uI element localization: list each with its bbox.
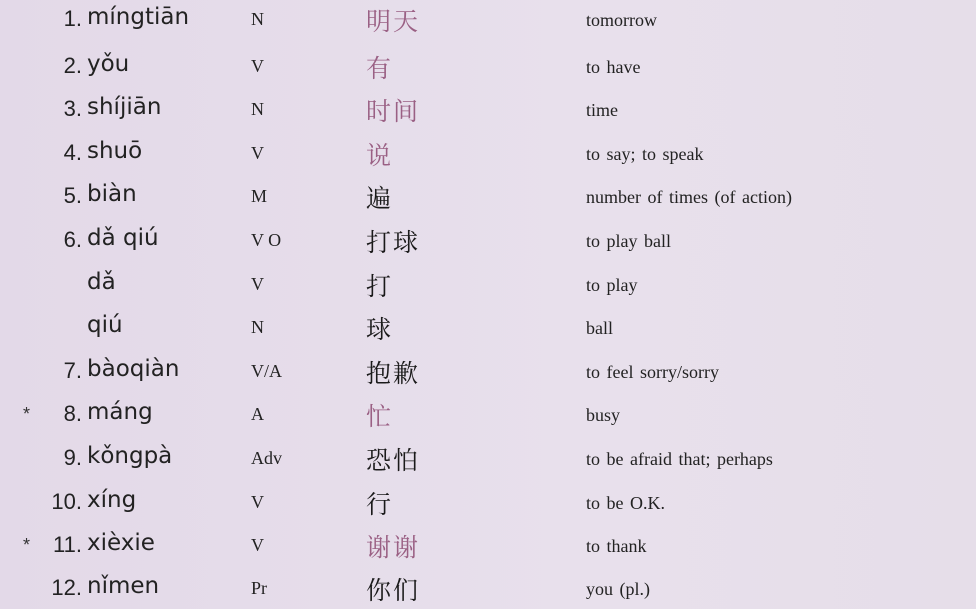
- chinese-characters: 打球: [366, 228, 421, 257]
- part-of-speech: Pr: [251, 578, 268, 598]
- vocab-row: [0, 134, 976, 174]
- part-of-speech: N: [251, 99, 264, 119]
- item-number: 6.: [63, 227, 82, 252]
- chinese-characters: 行: [366, 490, 394, 519]
- part-of-speech: N: [251, 9, 264, 29]
- chinese-characters: 打: [366, 272, 394, 301]
- pinyin: yǒu: [87, 51, 130, 77]
- pinyin: bàoqiàn: [87, 356, 180, 382]
- pinyin: nǐmen: [87, 573, 160, 599]
- item-number: 9.: [63, 445, 82, 470]
- part-of-speech: V/A: [251, 361, 282, 381]
- english-meaning: you (pl.): [586, 579, 650, 599]
- english-meaning: to be O.K.: [586, 493, 665, 513]
- pinyin: máng: [87, 399, 153, 425]
- chinese-characters: 抱歉: [366, 359, 421, 388]
- item-number: 7.: [63, 358, 82, 383]
- pinyin: shuō: [87, 138, 143, 164]
- pinyin: shíjiān: [87, 94, 162, 120]
- item-number: 12.: [51, 575, 82, 600]
- part-of-speech: N: [251, 317, 264, 337]
- required-star: *: [22, 404, 30, 424]
- part-of-speech: V: [251, 535, 264, 555]
- pinyin: xièxie: [87, 530, 155, 556]
- english-meaning: to play ball: [586, 231, 671, 251]
- chinese-characters: 谢谢: [366, 533, 421, 562]
- item-number: 3.: [63, 96, 82, 121]
- item-number: 4.: [63, 140, 82, 165]
- chinese-characters: 时间: [366, 97, 421, 126]
- vocab-row: [0, 526, 976, 566]
- english-meaning: number of times (of action): [586, 187, 792, 207]
- vocab-row: [0, 90, 976, 130]
- item-number: 2.: [63, 53, 82, 78]
- chinese-characters: 忙: [366, 402, 394, 431]
- part-of-speech: V: [251, 56, 264, 76]
- chinese-characters: 恐怕: [366, 446, 421, 475]
- vocab-row: [0, 0, 976, 40]
- english-meaning: time: [586, 100, 618, 120]
- vocab-row: [0, 265, 976, 305]
- chinese-characters: 说: [366, 141, 394, 170]
- part-of-speech: Adv: [251, 448, 282, 468]
- pinyin: dǎ: [87, 269, 116, 295]
- english-meaning: ball: [586, 318, 613, 338]
- vocab-row: [0, 352, 976, 392]
- item-number: 1.: [63, 6, 82, 31]
- english-meaning: to have: [586, 57, 641, 77]
- item-number: 8.: [63, 401, 82, 426]
- english-meaning: busy: [586, 405, 621, 425]
- part-of-speech: V: [251, 143, 264, 163]
- english-meaning: tomorrow: [586, 10, 657, 30]
- vocab-row: [0, 439, 976, 479]
- item-number: 5.: [63, 183, 82, 208]
- part-of-speech: M: [251, 186, 268, 206]
- item-number: 10.: [51, 489, 82, 514]
- english-meaning: to feel sorry/sorry: [586, 362, 719, 382]
- vocab-row: [0, 395, 976, 435]
- vocab-row: [0, 569, 976, 609]
- pinyin: míngtiān: [87, 4, 190, 30]
- vocab-row: [0, 483, 976, 523]
- item-number: 11.: [53, 532, 82, 557]
- part-of-speech: A: [251, 404, 264, 424]
- chinese-characters: 球: [366, 315, 394, 344]
- english-meaning: to say; to speak: [586, 144, 704, 164]
- pinyin: qiú: [87, 312, 123, 338]
- pinyin: kǒngpà: [87, 443, 173, 469]
- chinese-characters: 明天: [366, 7, 421, 36]
- vocab-row: [0, 47, 976, 87]
- chinese-characters: 你们: [366, 576, 421, 605]
- pinyin: xíng: [87, 487, 137, 513]
- vocab-row: [0, 221, 976, 261]
- pinyin: biàn: [87, 181, 137, 207]
- part-of-speech: V: [251, 274, 264, 294]
- vocab-row: [0, 177, 976, 217]
- part-of-speech: V O: [251, 230, 282, 250]
- chinese-characters: 有: [366, 54, 394, 83]
- english-meaning: to play: [586, 275, 638, 295]
- chinese-characters: 遍: [366, 184, 394, 213]
- vocab-row: [0, 308, 976, 348]
- part-of-speech: V: [251, 492, 264, 512]
- pinyin: dǎ qiú: [87, 225, 159, 251]
- english-meaning: to be afraid that; perhaps: [586, 449, 773, 469]
- english-meaning: to thank: [586, 536, 647, 556]
- required-star: *: [22, 535, 30, 555]
